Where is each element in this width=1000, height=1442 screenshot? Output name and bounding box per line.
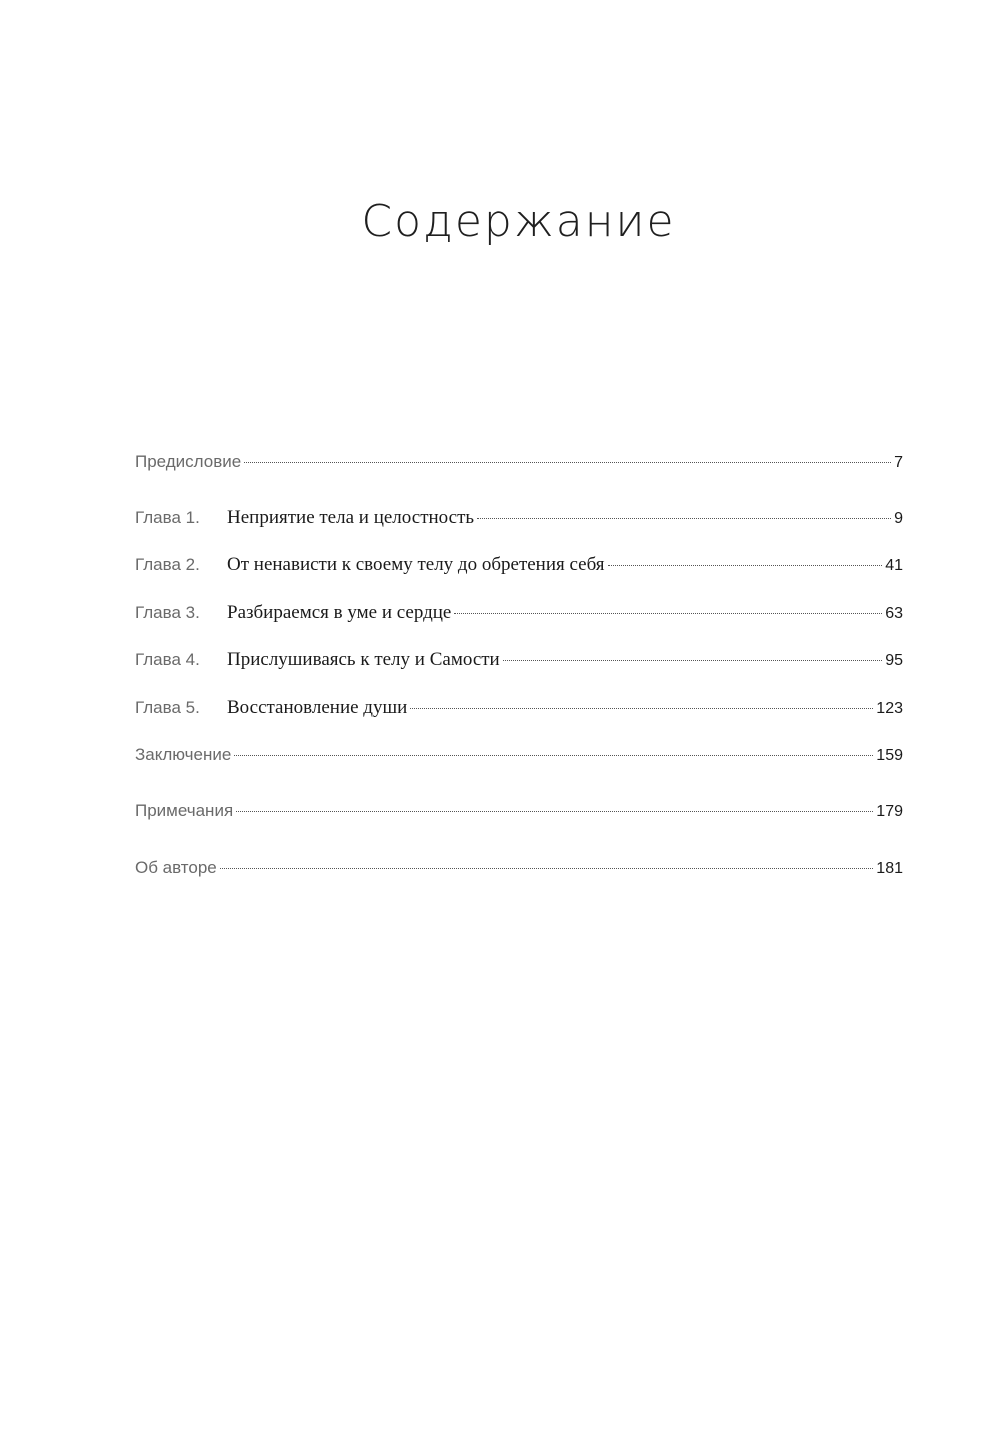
toc-entry-page: 9 [894,510,903,527]
toc-entry-label: Предисловие [135,452,242,471]
toc-entry-label: Разбираемся в уме и сердце [227,602,452,623]
dot-leader [410,707,873,709]
dot-leader [503,659,882,661]
page-title: Содержание [361,196,676,247]
toc-chapter-number: Глава 1. [135,508,200,527]
toc-entry-notes [135,801,903,829]
toc-entry-page: 41 [885,557,903,574]
toc-entry-label: Об авторе [135,858,217,877]
toc-chapter-number: Глава 2. [135,555,200,574]
toc-entry-page: 159 [876,747,903,764]
toc-entry-page: 95 [885,652,903,669]
toc-entry-page: 181 [876,860,903,877]
toc-entry-page: 179 [876,803,903,820]
toc-entry-chapter-2 [135,554,903,582]
toc-entry-page: 7 [894,454,903,471]
toc-entry-chapter-1 [135,507,903,535]
toc-entry-label: Восстановление души [227,697,408,718]
toc-entry-conclusion [135,745,903,773]
toc-entry-chapter-3 [135,602,903,630]
toc-chapter-number: Глава 5. [135,698,200,717]
toc-chapter-number: Глава 4. [135,650,200,669]
toc-entry-page: 63 [885,605,903,622]
toc-entry-label: Заключение [135,745,232,764]
dot-leader [477,517,891,519]
dot-leader [220,867,874,869]
dot-leader [608,564,883,566]
toc-entry-label: Прислушиваясь к телу и Самости [227,649,500,670]
toc-entry-chapter-4 [135,649,903,677]
toc-entry-about-author [135,858,903,886]
dot-leader [236,810,873,812]
toc-entry-preface [135,452,903,480]
toc-entry-label: Неприятие тела и целостность [227,507,475,528]
toc-chapter-number: Глава 3. [135,603,200,622]
toc-entry-label: От ненависти к своему телу до обретения себя [227,554,605,575]
toc-entry-page: 123 [876,700,903,717]
dot-leader [234,754,873,756]
dot-leader [244,461,891,463]
toc-entry-label: Примечания [135,801,234,820]
dot-leader [454,612,882,614]
toc-entry-chapter-5 [135,697,903,725]
